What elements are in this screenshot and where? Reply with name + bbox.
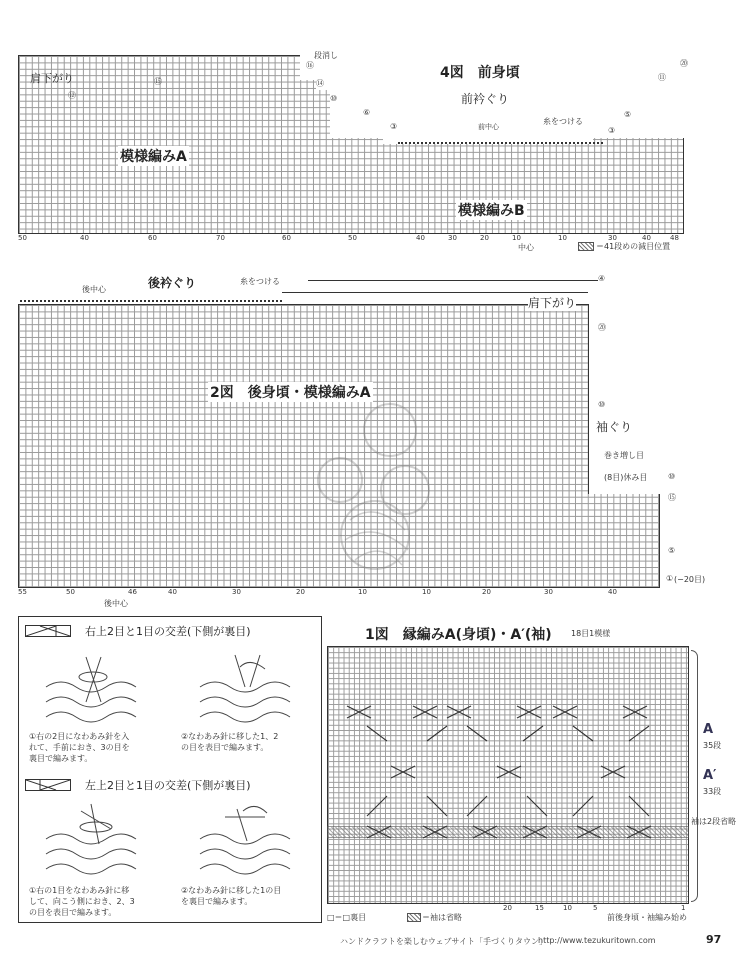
front-hatch-legend: ＝41段めの減目位置 xyxy=(596,242,671,251)
back-diagram-title: 2図 後身頃・模様編みA xyxy=(208,382,373,402)
back-top-edge-2 xyxy=(308,280,598,281)
armhole-label: 袖ぐり xyxy=(596,420,633,434)
pattern-b-label: 模様編みB xyxy=(456,200,527,220)
rows-bracket xyxy=(691,650,698,902)
axis-tick: 1 xyxy=(681,904,686,912)
left-cross-symbol-icon xyxy=(25,779,71,791)
diagram-4-front-body xyxy=(18,50,698,250)
row-marker: ⑮ xyxy=(154,77,162,86)
knitting-start-label: 前後身頃・袖編み始め xyxy=(607,913,687,922)
front-axis-center: 中心 xyxy=(518,243,534,252)
row-marker: ① xyxy=(666,574,674,583)
row-marker: ⑪ xyxy=(658,73,666,82)
axis-tick: 50 xyxy=(66,588,75,596)
left-cross-step-2: ②なわあみ針に移した1の目 を裏目で編みます。 xyxy=(181,886,282,906)
page-number: 97 xyxy=(706,933,722,946)
axis-tick: 30 xyxy=(608,234,617,242)
front-thread-label: 糸をつける xyxy=(543,117,583,126)
cable-instructions-box xyxy=(18,616,322,923)
row-marker: ⑩ xyxy=(330,94,338,103)
left-cross-step-1: ①右の1目をなわあみ針に移 して、向こう側におき、2、3 の目を表目で編みます。 xyxy=(29,886,135,917)
axis-tick: 60 xyxy=(282,234,291,242)
front-center-label: 前中心 xyxy=(478,123,499,131)
row-marker: ⑤ xyxy=(668,546,676,555)
front-diagram-title: 4図 前身頃 xyxy=(438,62,522,82)
axis-tick: 40 xyxy=(168,588,177,596)
left-cross-illustration-1-icon xyxy=(41,799,151,879)
axis-tick: 46 xyxy=(128,588,137,596)
footer-site-text: ハンドクラフトを楽しむウェブサイト「手づくりタウン」 xyxy=(340,937,547,946)
left-cross-illustration-2-icon xyxy=(195,799,305,879)
row-marker: ④ xyxy=(598,274,606,283)
row-marker: ⑤ xyxy=(624,110,632,119)
right-cross-title: 右上2目と1目の交差(下側が裏目) xyxy=(85,625,251,638)
axis-tick: 10 xyxy=(558,234,567,242)
side-a-rows: 35段 xyxy=(703,741,722,750)
border-cable-pattern-icon xyxy=(327,646,687,902)
right-cross-illustration-2-icon xyxy=(195,647,305,727)
row-marker: ⑭ xyxy=(316,79,324,88)
diagram-1-border-pattern xyxy=(325,620,737,925)
row-marker: ⑫ xyxy=(68,91,76,100)
back-top-edge xyxy=(282,292,588,293)
row-marker: ⑮ xyxy=(668,493,676,502)
back-neck-label: 後衿ぐり xyxy=(148,276,197,290)
row-marker: ⑳ xyxy=(680,59,688,68)
cast-count-label: (−20目) xyxy=(674,575,706,584)
axis-tick: 50 xyxy=(18,234,27,242)
row-marker: ③ xyxy=(390,122,398,131)
front-neck-label: 前衿ぐり xyxy=(461,92,510,106)
side-a2-label: A′ xyxy=(703,768,717,783)
side-a-label: A xyxy=(703,722,714,737)
axis-tick: 48 xyxy=(670,234,679,242)
right-cross-symbol-icon xyxy=(25,625,71,637)
left-cross-title: 左上2目と1目の交差(下側が裏目) xyxy=(85,779,251,792)
yarn-ball-watermark-icon xyxy=(310,390,440,580)
legend-blank-purl: □＝□裏目 xyxy=(327,913,367,922)
legend-hatch-text: ＝袖は省略 xyxy=(422,913,462,922)
axis-tick: 30 xyxy=(544,588,553,596)
front-shoulder-label: 肩下がり xyxy=(30,72,74,85)
axis-tick: 10 xyxy=(512,234,521,242)
row-marker: ⑥ xyxy=(363,108,371,117)
right-cross-illustration-1-icon xyxy=(41,647,151,727)
axis-tick: 20 xyxy=(482,588,491,596)
row-marker: ⑯ xyxy=(306,61,314,70)
rest-stitch-label: (8目)休み目 xyxy=(604,473,648,482)
armhole-step xyxy=(588,304,589,494)
axis-tick: 40 xyxy=(80,234,89,242)
border-repeat-label: 18目1模様 xyxy=(571,629,611,638)
axis-tick: 10 xyxy=(422,588,431,596)
side-a2-rows: 33段 xyxy=(703,787,722,796)
axis-tick: 5 xyxy=(593,904,598,912)
border-diagram-title: 1図 縁編みA(身頃)・A′(袖) xyxy=(365,627,552,643)
axis-tick: 40 xyxy=(416,234,425,242)
front-bind-off-label: 段消し xyxy=(314,51,338,60)
row-marker: ⑩ xyxy=(598,400,606,409)
axis-tick: 20 xyxy=(480,234,489,242)
legend-hatch-swatch xyxy=(407,913,421,922)
back-thread-label: 糸をつける xyxy=(240,277,280,286)
axis-tick: 50 xyxy=(348,234,357,242)
axis-tick: 10 xyxy=(563,904,572,912)
pattern-a-label: 模様編みA xyxy=(118,146,189,166)
footer-url-link[interactable]: http://www.tezukuritown.com xyxy=(538,936,656,945)
axis-tick: 20 xyxy=(296,588,305,596)
hatch-swatch xyxy=(578,242,594,251)
right-cross-step-1: ①右の2目になわあみ針を入 れて、手前におき、3の目を 裏目で編みます。 xyxy=(29,732,130,763)
row-marker: ⑩ xyxy=(668,472,676,481)
axis-tick: 15 xyxy=(535,904,544,912)
back-neck-dotted-line xyxy=(20,300,282,302)
axis-tick: 30 xyxy=(448,234,457,242)
back-shoulder-label: 肩下がり xyxy=(528,296,577,310)
axis-tick: 70 xyxy=(216,234,225,242)
axis-tick: 55 xyxy=(18,588,27,596)
axis-tick: 30 xyxy=(232,588,241,596)
back-center-bottom-label: 後中心 xyxy=(104,599,128,608)
row-marker: ⑳ xyxy=(598,323,606,332)
axis-tick: 40 xyxy=(608,588,617,596)
axis-tick: 60 xyxy=(148,234,157,242)
back-center-top-label: 後中心 xyxy=(82,285,106,294)
right-cross-step-2: ②なわあみ針に移した1、2 の目を表目で編みます。 xyxy=(181,732,279,752)
axis-tick: 10 xyxy=(358,588,367,596)
sleeve-omit-note: 袖は2段省略 xyxy=(691,817,737,826)
axis-tick: 40 xyxy=(642,234,651,242)
axis-tick: 20 xyxy=(503,904,512,912)
cast-on-label: 巻き増し目 xyxy=(604,451,644,460)
row-marker: ③ xyxy=(608,126,616,135)
front-neck-dotted-line xyxy=(398,142,603,144)
